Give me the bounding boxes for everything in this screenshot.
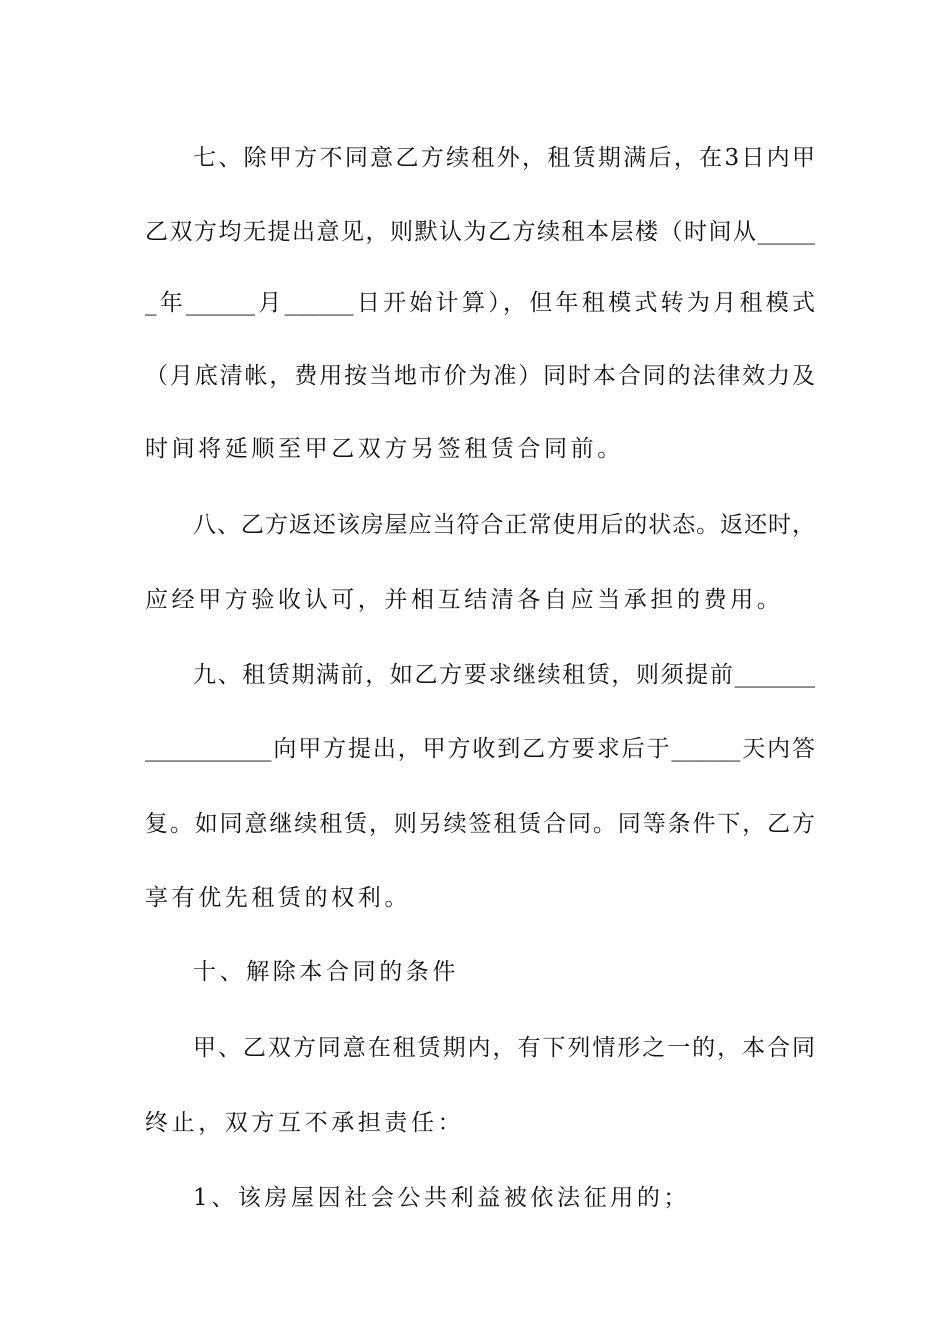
clause-10-heading: 十、解除本合同的条件 [193,959,459,985]
clause-7-line-4: （月底清帐，费用按当地市价为准）同时本合同的法律效力及 [145,363,815,389]
clause-8-line-2: 应经甲方验收认可，并相互结清各自应当承担的费用。 [145,587,784,613]
clause-7-line-1: 七、除甲方不同意乙方续租外，租赁期满后，在3日内甲 [193,145,815,171]
clause-9-line-2: ___________向甲方提出，甲方收到乙方要求后于______天内答 [145,736,815,762]
clause-9-line-3: 复。如同意继续租赁，则另续签租赁合同。同等条件下，乙方 [145,811,815,837]
termination-paragraph-line-1: 甲、乙双方同意在租赁期内，有下列情形之一的，本合同 [193,1035,815,1061]
clause-7-line-5: 时间将延顺至甲乙双方另签租赁合同前。 [145,436,624,462]
clause-9-line-1: 九、租赁期满前，如乙方要求继续租赁，则须提前_______ [193,662,815,688]
clause-7-line-2: 乙双方均无提出意见，则默认为乙方续租本层楼（时间从_____ [145,219,815,245]
termination-paragraph-line-2: 终止，双方互不承担责任： [145,1110,465,1136]
clause-9-line-4: 享有优先租赁的权利。 [145,885,411,911]
termination-item-1: 1、该房屋因社会公共利益被依法征用的； [193,1185,691,1211]
clause-8-line-1: 八、乙方返还该房屋应当符合正常使用后的状态。返还时， [193,512,815,538]
clause-7-line-3: _年______月______日开始计算），但年租模式转为月租模式 [145,290,815,316]
